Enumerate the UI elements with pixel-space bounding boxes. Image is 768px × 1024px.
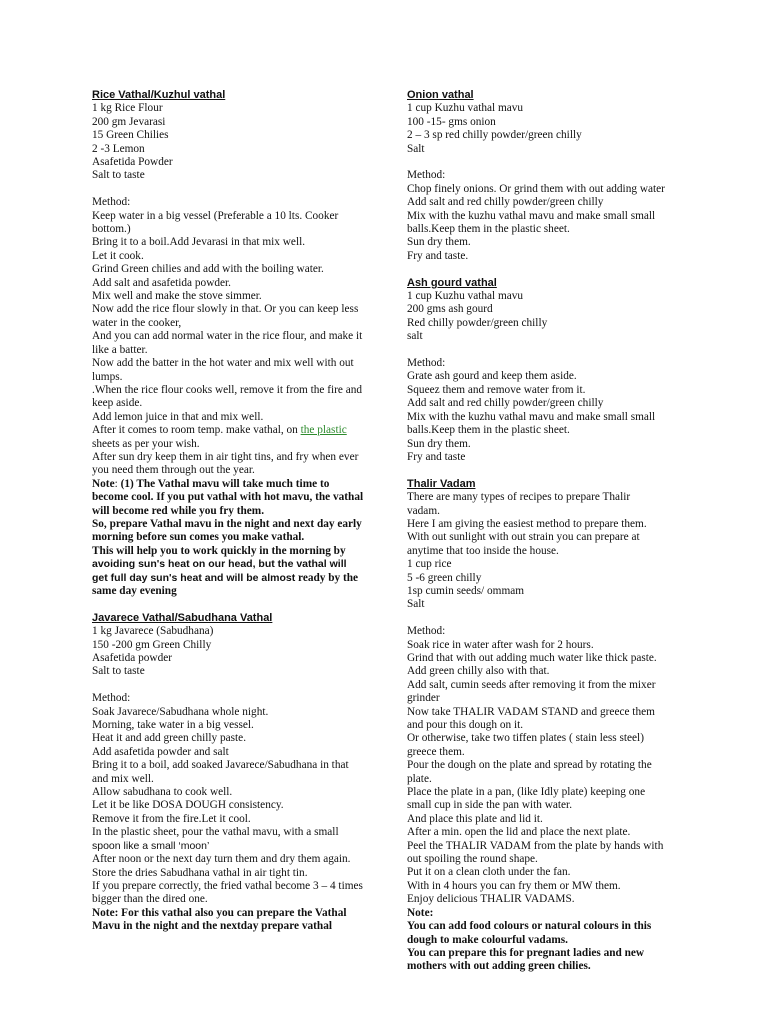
method-line: Put it on a clean cloth under the fan. <box>407 866 571 879</box>
method-label: Method: <box>407 357 446 370</box>
ingredient-line: Salt to taste <box>92 665 145 678</box>
method-line: Store the dries Sabudhana vathal in air tight tin. <box>92 866 308 879</box>
room-temp-text-end: sheets as per your wish. <box>92 437 200 450</box>
intro-line: Here I am giving the easiest method to prepare them. <box>407 517 647 530</box>
method-line: Pour the dough on the plate and spread by rotating the plate. <box>407 759 652 785</box>
method-line: Squeez them and remove water from it. <box>407 383 586 396</box>
note-text-end: ready by the same day evening <box>92 571 359 598</box>
ingredient-line: 200 gm Jevarasi <box>92 115 166 128</box>
method-line: And you can add normal water in the rice flour, and make it like a batter. <box>92 330 363 356</box>
method-line: Keep water in a big vessel (Preferable a 10 lts. Cooker bottom.) <box>92 209 339 236</box>
ingredient-line: 1 kg Rice Flour <box>92 102 163 115</box>
method-line: Now take THALIR VADAM STAND and greece them and pour this dough on it. <box>407 705 655 732</box>
method-line: Bring it to a boil.Add Jevarasi in that mix well. <box>92 236 306 249</box>
ingredient-line: 150 -200 gm Green Chilly <box>92 638 212 651</box>
method-line: Sun dry them. <box>407 236 471 249</box>
method-line: Add lemon juice in that and mix well. <box>92 410 264 423</box>
method-line: Place the plate in a pan, (like Idly plate) keeping one small cup in side the pan with water. <box>407 786 646 812</box>
right-column <box>407 89 665 974</box>
ingredient-line: salt <box>407 330 423 343</box>
method-line: Heat it and add green chilly paste. <box>92 732 247 745</box>
rice-vathal-note <box>92 478 364 599</box>
method-line: Bring it to a boil, add soaked Javarece/Sabudhana in that and mix well. <box>92 759 349 785</box>
note-label: Note: <box>407 906 434 919</box>
spacer <box>92 679 364 692</box>
method-line: With in 4 hours you can fry them or MW them. <box>407 879 621 892</box>
method-line: Let it cook. <box>92 249 144 262</box>
javarece-ingredients <box>92 625 364 679</box>
note-separator: : <box>114 477 121 490</box>
ingredient-line: Asafetida powder <box>92 652 172 665</box>
javarece-vathal-section <box>92 612 364 934</box>
spacer <box>407 344 665 357</box>
room-temp-text: After it comes to room temp. make vathal, on <box>92 424 301 437</box>
method-line: Let it be like DOSA DOUGH consistency. <box>92 799 284 812</box>
method-line: After a min. open the lid and place the next plate. <box>407 826 631 839</box>
rice-vathal-section <box>92 89 364 598</box>
method-line: Chop finely onions. Or grind them with out adding water <box>407 182 665 195</box>
method-label: Method: <box>407 625 446 638</box>
method-line: After sun dry keep them in air tight tins, and fry when ever you need them through out the year. <box>92 450 359 477</box>
method-line: Add salt and red chilly powder/green chilly <box>407 196 604 209</box>
method-line: Grate ash gourd and keep them aside. <box>407 370 577 383</box>
method-line: Sun dry them. <box>407 437 471 450</box>
thalir-vadam-section <box>407 478 665 974</box>
spacer <box>92 183 364 196</box>
rice-vathal-title: Rice Vathal/Kuzhul vathal <box>92 89 226 101</box>
intro-line: There are many types of recipes to prepare Thalir vadam. <box>407 491 631 517</box>
ingredient-line: 2 – 3 sp red chilly powder/green chilly <box>407 129 582 142</box>
method-line: Add salt, cumin seeds after removing it from the mixer grinder <box>407 678 656 705</box>
rice-vathal-method <box>92 210 364 478</box>
ingredient-line: Salt to taste <box>92 169 145 182</box>
ash-gourd-section <box>407 277 665 465</box>
ingredient-line: 200 gms ash gourd <box>407 303 493 316</box>
method-label: Method: <box>407 169 446 182</box>
ingredient-line: Salt <box>407 142 425 155</box>
method-line: spoon like a small ‘moon’ <box>92 839 210 852</box>
note-line <box>92 558 364 598</box>
left-column <box>92 89 364 934</box>
method-line: Fry and taste <box>407 450 466 463</box>
ingredient-line: 2 -3 Lemon <box>92 142 145 155</box>
note-line <box>92 478 364 518</box>
note-line: This will help you to work quickly in the morning by <box>92 544 346 557</box>
method-line: Add salt and asafetida powder. <box>92 276 231 289</box>
ingredient-line: 1 cup Kuzhu vathal mavu <box>407 290 524 303</box>
javarece-note: Note: For this vathal also you can prepare the Vathal Mavu in the night and the nextday prepare vathal <box>92 906 347 933</box>
method-line <box>92 424 364 451</box>
ash-gourd-title: Ash gourd vathal <box>407 276 497 289</box>
ingredient-line: 1sp cumin seeds/ ommam <box>407 584 525 597</box>
method-line: Add green chilly also with that. <box>407 665 550 678</box>
thalir-vadam-title: Thalir Vadam <box>407 477 476 490</box>
onion-vathal-section <box>407 89 665 263</box>
method-line: Now add the batter in the hot water and mix well with out lumps. <box>92 357 354 383</box>
method-line: Fry and taste. <box>407 249 469 262</box>
spacer <box>407 612 665 625</box>
javarece-method <box>92 706 364 907</box>
method-line: Allow sabudhana to cook well. <box>92 786 233 799</box>
ingredient-line: 1 cup rice <box>407 558 452 571</box>
method-line: Morning, take water in a big vessel. <box>92 719 254 732</box>
method-line: Remove it from the fire.Let it cool. <box>92 812 251 825</box>
note-line: You can prepare this for pregnant ladies and new mothers with out adding green chilies. <box>407 946 645 973</box>
note-line: You can add food colours or natural colours in this dough to make colourful vadams. <box>407 920 652 946</box>
rice-vathal-ingredients <box>92 102 364 182</box>
method-label: Method: <box>92 196 131 209</box>
ingredient-line: 100 -15- gms onion <box>407 115 496 128</box>
ingredient-line: 1 kg Javarece (Sabudhana) <box>92 625 214 638</box>
method-line: Peel the THALIR VADAM from the plate by hands with out spoiling the round shape. <box>407 839 664 866</box>
method-line: After noon or the next day turn them and dry them again. <box>92 853 351 866</box>
method-line: Soak rice in water after wash for 2 hours. <box>407 638 594 651</box>
ingredient-line: 1 cup Kuzhu vathal mavu <box>407 102 524 115</box>
spacer <box>407 156 665 169</box>
onion-vathal-title: Onion vathal <box>407 89 474 101</box>
method-line: Grind that with out adding much water like thick paste. <box>407 651 657 664</box>
intro-line: With out sunlight with out strain you can prepare at anytime that too inside the house. <box>407 531 640 557</box>
method-line: Mix with the kuzhu vathal mavu and make small small balls.Keep them in the plastic sheet. <box>407 410 656 437</box>
plastic-link[interactable]: the plastic <box>300 424 347 437</box>
method-line: And place this plate and lid it. <box>407 812 543 825</box>
method-line: Mix with the kuzhu vathal mavu and make small small balls.Keep them in the plastic sheet. <box>407 209 656 236</box>
note-label: Note <box>92 477 115 490</box>
ingredient-line: Asafetida Powder <box>92 156 173 169</box>
method-line: In the plastic sheet, pour the vathal mavu, with a small <box>92 826 339 839</box>
ingredient-line: 15 Green Chilies <box>92 129 169 142</box>
ingredient-line: Salt <box>407 598 425 611</box>
method-line: Soak Javarece/Sabudhana whole night. <box>92 705 269 718</box>
javarece-vathal-title: Javarece Vathal/Sabudhana Vathal <box>92 611 273 624</box>
method-line: .When the rice flour cooks well, remove it from the fire and keep aside. <box>92 383 363 410</box>
note-sans-text: avoiding sun's heat on our head, but the vathal will get full day sun's heat and will be almost <box>92 558 347 584</box>
method-line: Grind Green chilies and add with the boiling water. <box>92 263 324 276</box>
method-line: Or otherwise, take two tiffen plates ( stain less steel) greece them. <box>407 732 644 758</box>
note-line: So, prepare Vathal mavu in the night and next day early morning before sun comes you make vathal. <box>92 517 362 544</box>
ingredient-line: Red chilly powder/green chilly <box>407 316 548 329</box>
method-line: Enjoy delicious THALIR VADAMS. <box>407 893 575 906</box>
method-label: Method: <box>92 692 131 705</box>
method-line: Now add the rice flour slowly in that. Or you can keep less water in the cooker, <box>92 303 359 329</box>
note-text: (1) The Vathal mavu will take much time to become cool. If you put vathal with hot mavu, the vathal will become red while you fry them. <box>92 477 364 517</box>
method-line: If you prepare correctly, the fried vathal become 3 – 4 times bigger than the dired one. <box>92 879 363 906</box>
method-line: Add salt and red chilly powder/green chilly <box>407 397 604 410</box>
method-line: Mix well and make the stove simmer. <box>92 290 262 303</box>
method-line: Add asafetida powder and salt <box>92 745 229 758</box>
ingredient-line: 5 -6 green chilly <box>407 571 482 584</box>
